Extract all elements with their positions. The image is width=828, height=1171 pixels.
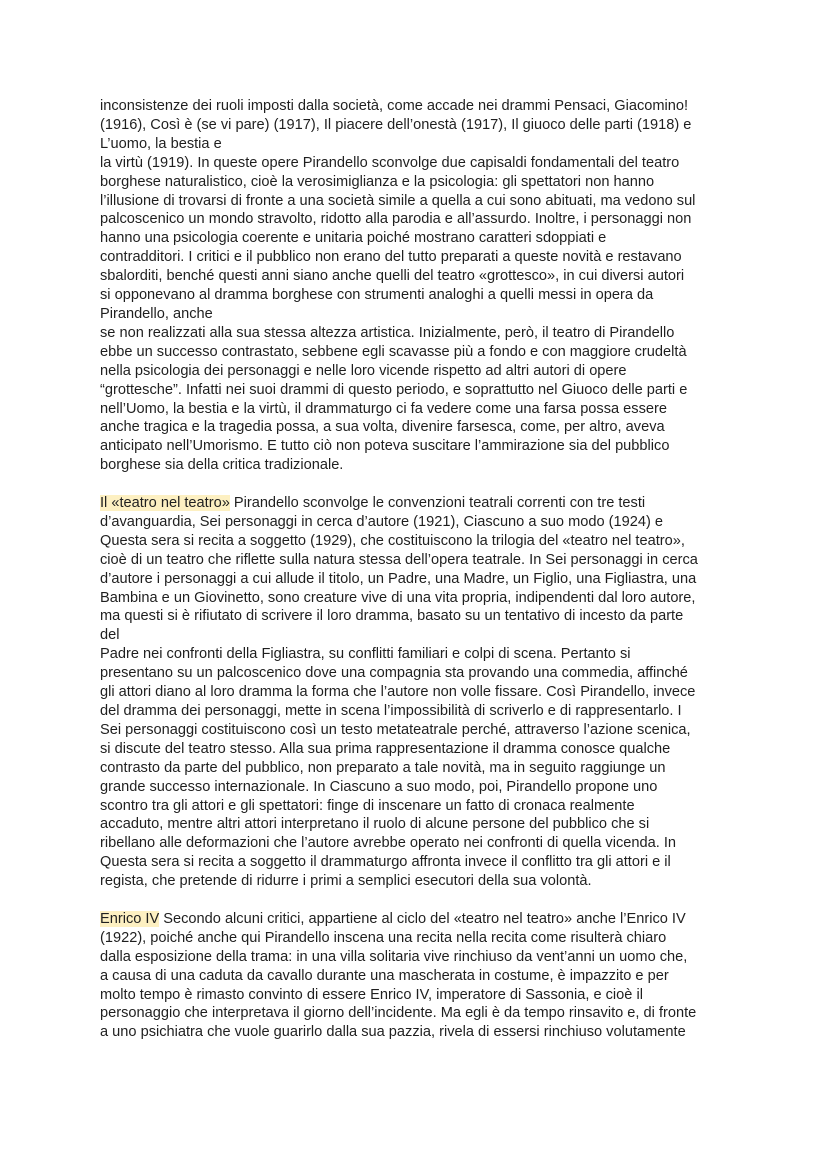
text-line: contradditori. I critici e il pubblico non erano del tutto preparati a queste novità e restavano (100, 249, 682, 266)
paragraph-teatro-nel-teatro (100, 494, 740, 891)
paragraph-spacer (100, 475, 740, 494)
text-line: si opponevano al dramma borghese con strumenti analoghi a quelli messi in opera da (100, 287, 654, 304)
text-line: del (100, 627, 120, 644)
text-line: Questa sera si recita a soggetto il drammaturgo affronta invece il conflitto tra gli attori e il (100, 854, 671, 871)
text-line: “grottesche”. Infatti nei suoi drammi di questo periodo, e soprattutto nel Giuoco delle parti e (100, 381, 688, 398)
text-line: si discute del teatro stesso. Alla sua prima rappresentazione il dramma conosce qualche (100, 740, 671, 757)
text-line: (1922), poiché anche qui Pirandello inscena una recita nella recita come risulterà chiaro (100, 929, 667, 946)
text-line: borghese sia della critica tradizionale. (100, 457, 344, 474)
text-line: borghese naturalistico, cioè la verosimiglianza e la psicologia: gli spettatori non hanno (100, 173, 655, 190)
text-line: ribellano alle deformazioni che l’autore avrebbe operato nei confronti di quella vicenda. In (100, 835, 677, 852)
text-line: nell’Uomo, la bestia e la virtù, il drammaturgo ci fa vedere come una farsa possa essere (100, 400, 667, 417)
text-line: d’avanguardia, Sei personaggi in cerca d’autore (1921), Ciascuno a suo modo (1924) e (100, 513, 664, 530)
text-line: L’uomo, la bestia e (100, 135, 222, 152)
text-line: hanno una psicologia coerente e unitaria poiché mostrano caratteri sdoppiati e (100, 230, 607, 247)
text-line (100, 494, 740, 513)
text-line: ma questi si è rifiutato di scrivere il loro dramma, basato su un tentativo di incesto da parte (100, 608, 684, 625)
text-line: l’illusione di trovarsi di fronte a una società simile a quella a cui sono abituati, ma vedono sul (100, 192, 696, 209)
section-heading-enrico-iv: Enrico IV (100, 910, 160, 927)
text-line: presentano su un palcoscenico dove una compagnia sta provando una commedia, affinché (100, 665, 688, 682)
text-line: Sei personaggi costituiscono così un testo metateatrale perché, attraverso l’azione scenica, (100, 721, 691, 738)
text-line: contrasto da parte del pubblico, non preparato a tale novità, ma in seguito raggiunge un (100, 759, 666, 776)
text-line: sbalorditi, benché questi anni siano anche quelli del teatro «grottesco», in cui diversi autori (100, 268, 685, 285)
text-line: regista, che pretende di ridurre i primi a semplici esecutori della sua volontà. (100, 873, 592, 890)
document-body (100, 97, 740, 1042)
text-line: (1916), Così è (se vi pare) (1917), Il piacere dell’onestà (1917), Il giuoco delle parti (1918) e (100, 116, 692, 133)
text-line: palcoscenico un mondo stravolto, ridotto alla parodia e all’assurdo. Inoltre, i personaggi non (100, 211, 692, 228)
text-line: molto tempo è rimasto convinto di essere Enrico IV, imperatore di Sassonia, e cioè il (100, 986, 643, 1003)
text-line: anche tragica e la tragedia possa, a sua volta, divenire farsesca, come, per altro, aveva (100, 419, 665, 436)
text-line: dalla esposizione della trama: in una villa solitaria vive rinchiuso da vent’anni un uomo che, (100, 948, 688, 965)
text-line: del dramma dei personaggi, mette in scena l’impossibilità di scriverlo e di rappresentarlo. I (100, 702, 682, 719)
text-line: anticipato nell’Umorismo. E tutto ciò non poteva suscitare l’ammirazione sia del pubblico (100, 438, 670, 455)
text-line: personaggio che interpretava il giorno dell’incidente. Ma egli è da tempo rinsavito e, di fronte (100, 1005, 697, 1022)
text-line: nella psicologia dei personaggi e nelle loro vicende rispetto ad altri autori di opere (100, 362, 627, 379)
text-line: inconsistenze dei ruoli imposti dalla società, come accade nei drammi Pensaci, Giacomino! (100, 98, 689, 114)
text-line: cioè di un teatro che riflette sulla natura stessa dell’opera teatrale. In Sei personaggi in cerca (100, 551, 698, 568)
text-line: la virtù (1919). In queste opere Pirandello sconvolge due capisaldi fondamentali del teatro (100, 154, 680, 171)
heading-line-rest: Pirandello sconvolge le convenzioni teatrali correnti con tre testi (229, 495, 646, 512)
text-line: Padre nei confronti della Figliastra, su conflitti familiari e colpi di scena. Pertanto si (100, 646, 631, 663)
text-line: ebbe un successo contrastato, sebbene egli scavasse più a fondo e con maggiore crudeltà (100, 343, 687, 360)
text-line: Pirandello, anche (100, 305, 213, 322)
heading-line-rest: Secondo alcuni critici, appartiene al ciclo del «teatro nel teatro» anche l’Enrico IV (159, 910, 686, 927)
text-line: d’autore i personaggi a cui allude il titolo, un Padre, una Madre, un Figlio, una Figliastra, una (100, 570, 697, 587)
section-heading-teatro-nel-teatro: Il «teatro nel teatro» (100, 495, 230, 512)
paragraph-enrico-iv (100, 910, 740, 1042)
text-line: grande successo internazionale. In Ciascuno a suo modo, poi, Pirandello propone uno (100, 778, 658, 795)
text-line: a uno psichiatra che vuole guarirlo dalla sua pazzia, rivela di essersi rinchiuso volutamente (100, 1024, 686, 1041)
text-line (100, 910, 740, 929)
paragraph-pirandello-grottesco (100, 97, 740, 475)
text-line: Bambina e un Giovinetto, sono creature vive di una vita propria, indipendenti dal loro autore, (100, 589, 696, 606)
text-line: gli attori diano al loro dramma la forma che l’autore non volle fissare. Così Pirandello, invece (100, 684, 696, 701)
paragraph-spacer (100, 891, 740, 910)
text-line: Questa sera si recita a soggetto (1929), che costituiscono la trilogia del «teatro nel teatro», (100, 532, 685, 549)
text-line: a causa di una caduta da cavallo durante una mascherata in costume, è impazzito e per (100, 967, 669, 984)
text-line: accaduto, mentre altri attori interpretano il ruolo di alcune persone del pubblico che si (100, 816, 650, 833)
text-line: se non realizzati alla sua stessa altezza artistica. Inizialmente, però, il teatro di Pirandello (100, 324, 675, 341)
text-line: scontro tra gli attori e gli spettatori: finge di inscenare un fatto di cronaca realmente (100, 797, 635, 814)
